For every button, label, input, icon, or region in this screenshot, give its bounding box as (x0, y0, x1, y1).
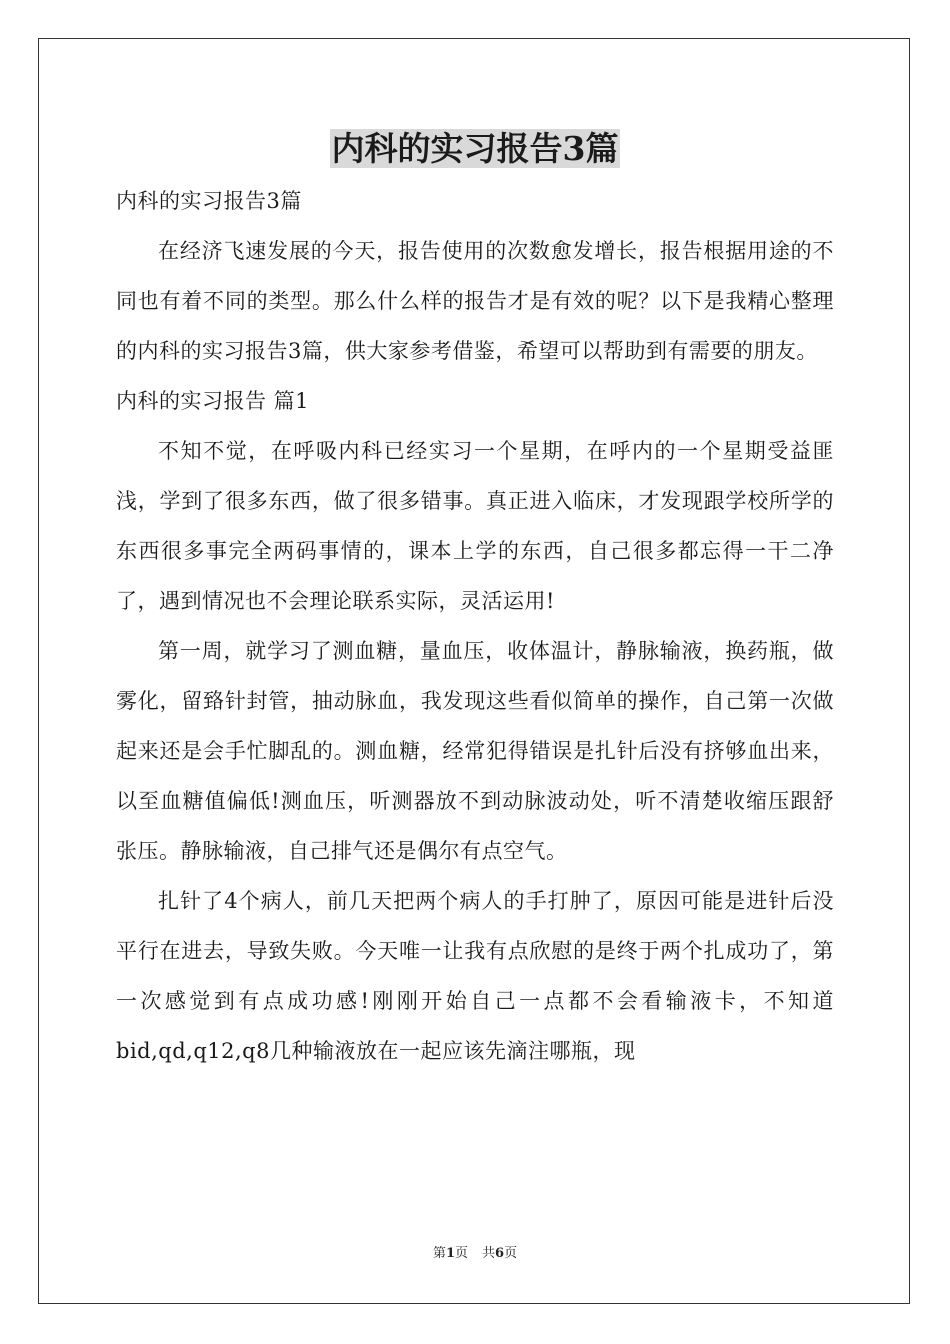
page-footer (0, 1244, 950, 1264)
body-paragraph: 第一周，就学习了测血糖，量血压，收体温计，静脉输液，换药瓶，做雾化，留臵针封管，抽动脉血，我发现这些看似简单的操作，自己第一次做起来还是会手忙脚乱的。测血糖，经常犯得错误是扎针后没有挤够血出来，以至血糖值偏低!测血压，听测器放不到动脉波动处，听不清楚收缩压跟舒张压。静脉输液，自己排气还是偶尔有点空气。 (116, 639, 834, 863)
current-page-number: 1 (445, 1246, 455, 1261)
document-title (0, 126, 950, 172)
document-body (116, 176, 834, 1076)
total-suffix: 页 (504, 1246, 518, 1261)
page-suffix: 页 (454, 1246, 468, 1261)
total-page-count: 6 (495, 1246, 505, 1261)
section-heading-1: 内科的实习报告 篇1 (116, 389, 310, 413)
body-paragraph: 不知不觉，在呼吸内科已经实习一个星期，在呼内的一个星期受益匪浅，学到了很多东西，做了很多错事。真正进入临床，才发现跟学校所学的东西很多事完全两码事情的，课本上学的东西，自己很多都忘得一干二净了，遇到情况也不会理论联系实际，灵活运用! (116, 439, 834, 613)
document-title-text: 内科的实习报告3篇 (331, 129, 619, 168)
intro-paragraph: 在经济飞速发展的今天，报告使用的次数愈发增长，报告根据用途的不同也有着不同的类型。那么什么样的报告才是有效的呢？以下是我精心整理的内科的实习报告3篇，供大家参考借鉴，希望可以帮助到有需要的朋友。 (116, 239, 834, 363)
page-prefix: 第 (432, 1246, 446, 1261)
total-prefix: 共 (482, 1246, 496, 1261)
intro-heading: 内科的实习报告3篇 (116, 189, 302, 213)
body-paragraph: 扎针了4个病人，前几天把两个病人的手打肿了，原因可能是进针后没平行在进去，导致失败。今天唯一让我有点欣慰的是终于两个扎成功了，第一次感觉到有点成功感!刚刚开始自己一点都不会看输液卡，不知道bid,qd,q12,q8几种输液放在一起应该先滴注哪瓶，现 (116, 889, 834, 1063)
